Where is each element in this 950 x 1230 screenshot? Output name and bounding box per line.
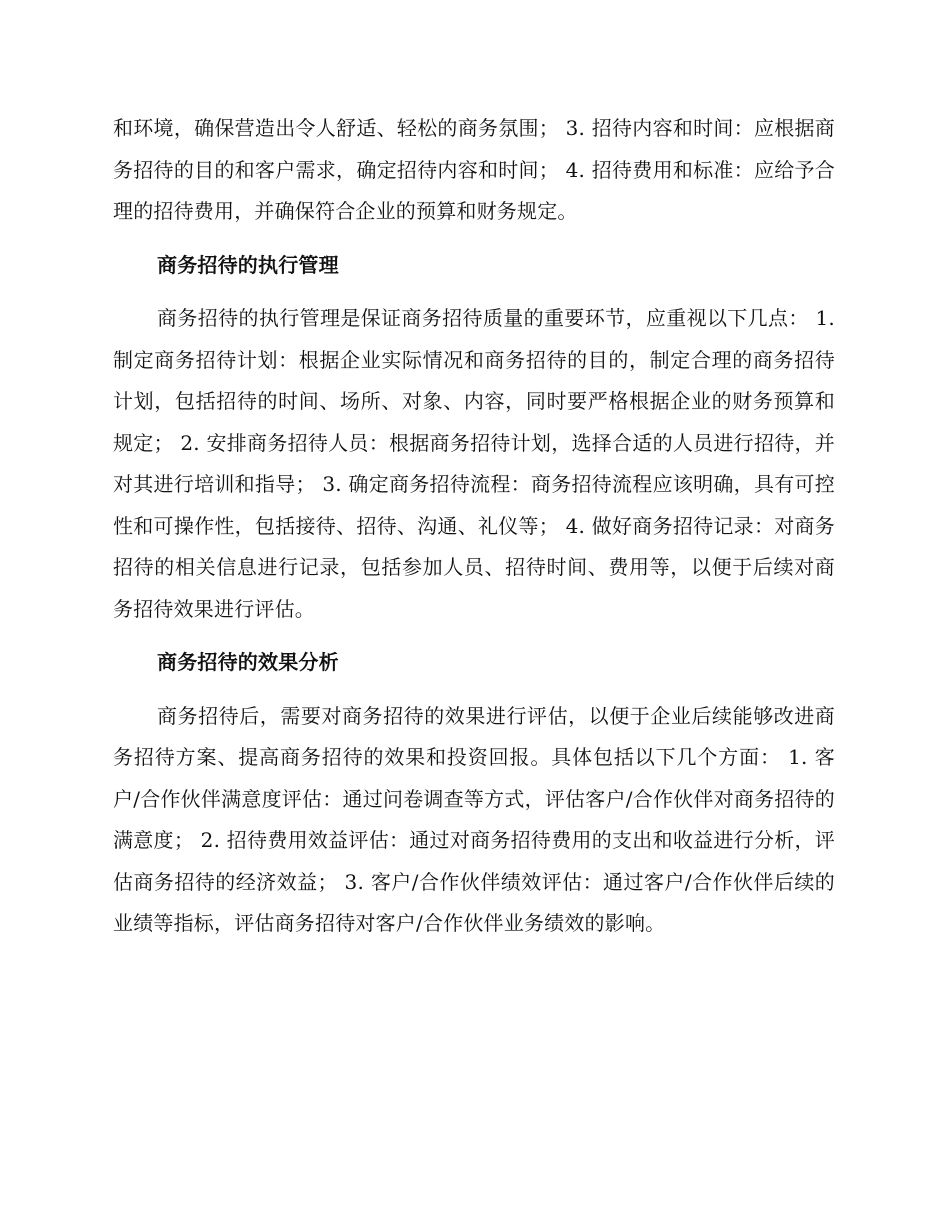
document-body: [113, 108, 835, 945]
intro-paragraph: 和环境，确保营造出令人舒适、轻松的商务氛围； 3. 招待内容和时间：应根据商务招待的目的和客户需求，确定招待内容和时间； 4. 招待费用和标准：应给予合理的招待费用，并确保符合企业的预算和财务规定。: [113, 116, 835, 223]
section-heading-effect-analysis: 商务招待的效果分析: [157, 650, 339, 674]
section-body-effect-analysis: 商务招待后，需要对商务招待的效果进行评估，以便于企业后续能够改进商务招待方案、提高商务招待的效果和投资回报。具体包括以下几个方面： 1. 客户/合作伙伴满意度评估：通过问卷调查等方式，评估客户/合作伙伴对商务招待的满意度； 2. 招待费用效益评估：通过对商务招待费用的支出和收益进行分析，评估商务招待的经济效益； 3. 客户/合作伙伴绩效评估：通过客户/合作伙伴后续的业绩等指标，评估商务招待对客户/合作伙伴业务绩效的影响。: [113, 703, 835, 935]
section-body-execution: 商务招待的执行管理是保证商务招待质量的重要环节，应重视以下几点： 1. 制定商务招待计划：根据企业实际情况和商务招待的目的，制定合理的商务招待计划，包括招待的时间、场所、对象、内容，同时要严格根据企业的财务预算和规定； 2. 安排商务招待人员：根据商务招待计划，选择合适的人员进行招待，并对其进行培训和指导； 3. 确定商务招待流程：商务招待流程应该明确，具有可控性和可操作性，包括接待、招待、沟通、礼仪等； 4. 做好商务招待记录：对商务招待的相关信息进行记录，包括参加人员、招待时间、费用等，以便于后续对商务招待效果进行评估。: [113, 306, 835, 621]
section-heading-execution: 商务招待的执行管理: [157, 252, 339, 277]
